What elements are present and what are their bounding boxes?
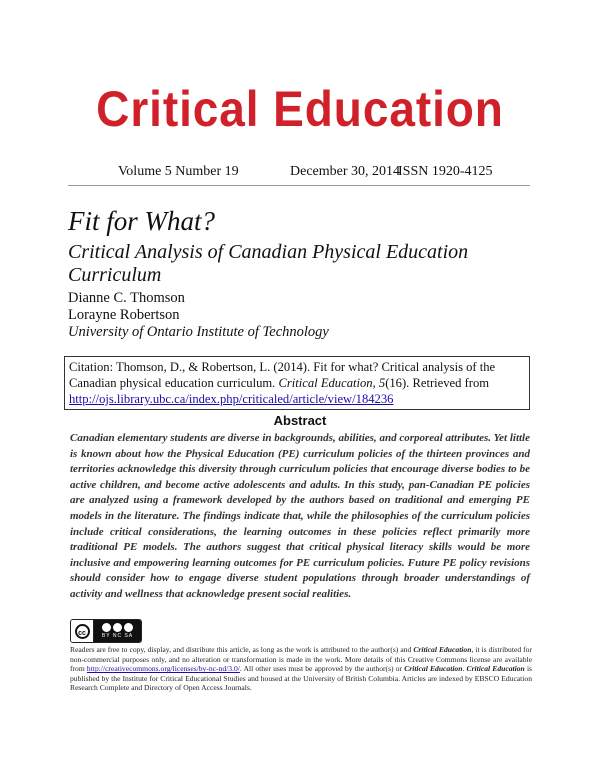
sharealike-icon <box>124 623 133 632</box>
article-subtitle: Critical Analysis of Canadian Physical Education Curriculum <box>68 241 469 286</box>
citation-box <box>64 356 530 410</box>
abstract-text: Canadian elementary students are diverse in backgrounds, abilities, and corporeal attributes. Yet little is known about how the Physical Education (PE) curriculum policies of the thirteen provinces and territories acknowledge this diversity through curriculum policies that encourage diverse bodies to be active children, and become active adolescents and adults. In this study, pan-Canadian PE policies are analyzed using a framework developed by the authors based on traditional and emerging PE models in the literature. The findings indicate that, while the philosophies of the curriculum policies include critical considerations, the learning outcomes in these policies reflect primarily more traditional PE models. The authors suggest that critical physical literacy skills would be more inclusive and empowering learning outcomes for PE curriculum policies. Future PE policy revisions should consider how to engage diverse student populations through broader understandings of activity and wellness that acknowledge present social realities. <box>70 432 530 600</box>
cc-terms-icons <box>102 623 133 632</box>
cc-terms-label: BY NC SA <box>101 633 134 639</box>
citation-text: Citation: Thomson, D., & Robertson, L. (2014). Fit for what? Critical analysis of the Canadian physical education curriculum. <box>69 360 496 390</box>
author-1: Dianne C. Thomson <box>68 290 185 306</box>
citation-issue: (16). Retrieved from <box>385 376 490 390</box>
abstract-heading: Abstract <box>273 413 327 428</box>
license-text: Readers are free to copy, display, and distribute this article, as long as the work is attributed to the author(s) and Critical Education, it is distributed for non-commercial purposes only, and no alteration or transformation is made in the work. More details of this Creative Commons license are available from http://creativecommons.org/licenses/by-nc-nd/3.0/. All other uses must be approved by the author(s) or Critical Education. Critical Education is published by the Institute for Critical Educational Studies and housed at the University of British Columbia. Articles are indexed by EBSCO Education Research Complete and Directory of Open Access Journals. <box>70 645 533 693</box>
issn: ISSN 1920-4125 <box>398 164 493 179</box>
attribution-icon <box>102 623 111 632</box>
creative-commons-badge[interactable] <box>70 619 142 643</box>
license-link[interactable]: http://creativecommons.org/licenses/by-nc-nd/3.0/ <box>86 664 240 674</box>
cc-terms <box>94 620 141 642</box>
citation-journal: Critical Education, 5 <box>278 376 386 390</box>
header-divider <box>68 185 530 186</box>
cc-logo-text: cc <box>75 624 90 639</box>
journal-masthead: Critical Education <box>96 81 504 137</box>
noncommercial-icon <box>113 623 122 632</box>
author-2: Lorayne Robertson <box>68 307 180 323</box>
cc-logo-icon <box>71 620 94 642</box>
author-affiliation: University of Ontario Institute of Technology <box>68 324 329 340</box>
volume-number: Volume 5 Number 19 <box>118 164 239 179</box>
citation-link[interactable]: http://ojs.library.ubc.ca/index.php/criticaled/article/view/184236 <box>69 392 394 406</box>
article-title: Fit for What? <box>68 206 215 236</box>
publication-date: December 30, 2014 <box>290 164 401 179</box>
